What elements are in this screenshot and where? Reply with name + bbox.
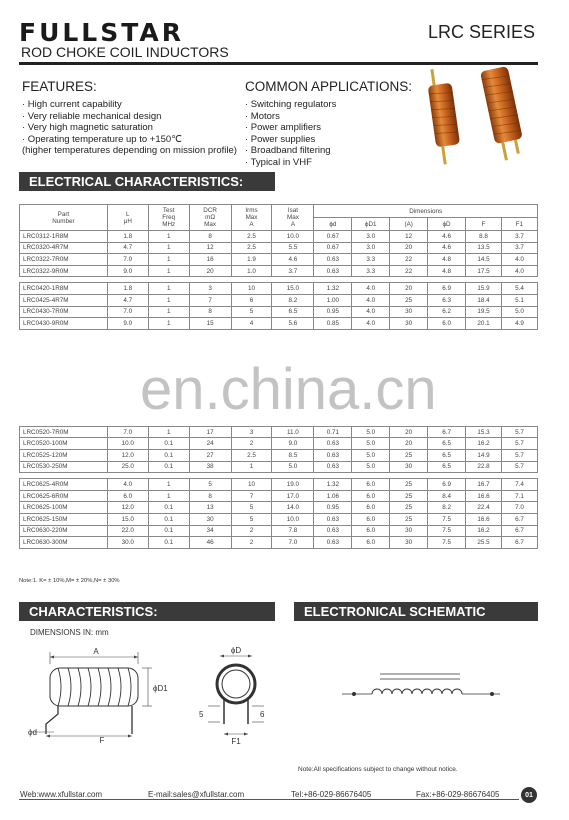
dim-label-f1: F1: [231, 737, 241, 746]
table-cell: 10: [231, 479, 272, 491]
table-cell: 0.63: [314, 449, 352, 461]
feature-item: · Very high magnetic saturation: [22, 122, 153, 134]
table-row: [20, 449, 538, 461]
table-cell: 6.5: [428, 449, 466, 461]
table-cell: 8.4: [428, 490, 466, 502]
table-cell: 30.0: [107, 537, 148, 549]
table-cell: 12: [189, 242, 231, 254]
table-cell: 2.5: [231, 242, 272, 254]
tolerance-note: Note:1. K= ± 10%,M= ± 20%,N= ± 30%: [19, 578, 120, 584]
table-cell: 6.5: [428, 461, 466, 473]
table-cell: 14.9: [466, 449, 502, 461]
table-cell: 4.0: [352, 294, 390, 306]
th-inductance: L μH: [107, 205, 148, 231]
table-cell: 3.3: [352, 265, 390, 277]
table-cell: 1.0: [231, 265, 272, 277]
table-cell: 4.6: [428, 242, 466, 254]
table-cell: 6.0: [107, 490, 148, 502]
table-cell: 30: [390, 461, 428, 473]
table-cell: 15.9: [466, 283, 502, 295]
table-cell: 0.85: [314, 318, 352, 330]
table-cell: 5.6: [272, 318, 314, 330]
th-dimensions: Dimensions: [314, 205, 538, 218]
table-cell: 25: [390, 490, 428, 502]
table-cell: 8: [189, 306, 231, 318]
table-cell: 1: [148, 242, 189, 254]
table-cell: 16.6: [466, 490, 502, 502]
table-cell: 4.0: [352, 306, 390, 318]
table-cell: 12.0: [107, 502, 148, 514]
th-isat: Isat Max A: [272, 205, 314, 231]
table-cell: 6.5: [428, 438, 466, 450]
table-cell: 6.0: [352, 502, 390, 514]
schematic-section-bar: [294, 602, 538, 621]
table-cell: 7.0: [107, 254, 148, 266]
table-row: [20, 490, 538, 502]
footer-rule: [19, 799, 519, 800]
dim-label-five: 5: [199, 710, 204, 719]
table-cell: 19.0: [272, 479, 314, 491]
table-cell: 20.1: [466, 318, 502, 330]
product-photo: [410, 58, 540, 166]
table-cell: 5.0: [352, 461, 390, 473]
part-number-cell: LRC0530-250M: [20, 461, 108, 473]
part-number-cell: LRC0420-1R8M: [20, 283, 108, 295]
table-cell: 16: [189, 254, 231, 266]
footer-web[interactable]: Web:www.xfullstar.com: [20, 790, 103, 799]
table-cell: 3.0: [352, 242, 390, 254]
dim-label-six: 6: [260, 710, 265, 719]
table-cell: 8.8: [466, 231, 502, 243]
table-cell: 5.7: [501, 426, 537, 438]
part-number-cell: LRC0520-100M: [20, 438, 108, 450]
dim-label-f: F: [99, 736, 105, 745]
th-dcr: DCR mΩ Max: [189, 205, 231, 231]
application-item: · Power amplifiers: [245, 122, 322, 134]
table-cell: 10.0: [107, 438, 148, 450]
footer-tel: Tel:+86-029-86676405: [291, 790, 372, 799]
table-cell: 1.8: [107, 231, 148, 243]
table-cell: 2: [231, 525, 272, 537]
part-number-cell: LRC0322-7R0M: [20, 254, 108, 266]
table-cell: 8: [189, 231, 231, 243]
table-cell: 1.8: [107, 283, 148, 295]
side-view-drawing: [28, 642, 178, 748]
table-cell: 12.0: [107, 449, 148, 461]
table-cell: 27: [189, 449, 231, 461]
table-cell: 4.7: [107, 294, 148, 306]
table-cell: 6.0: [352, 490, 390, 502]
brand-logo: FULLSTAR: [19, 18, 184, 47]
table-cell: 0.95: [314, 502, 352, 514]
table-cell: 7: [189, 294, 231, 306]
part-number-cell: LRC0430-9R0M: [20, 318, 108, 330]
table-cell: 1.32: [314, 479, 352, 491]
table-cell: 30: [390, 525, 428, 537]
characteristics-title: CHARACTERISTICS:: [29, 604, 158, 619]
table-row: [20, 461, 538, 473]
table-cell: 6.0: [352, 513, 390, 525]
table-cell: 0.63: [314, 461, 352, 473]
table-cell: 3: [231, 426, 272, 438]
table-row: [20, 231, 538, 243]
table-cell: 6.0: [352, 537, 390, 549]
table-cell: 1: [148, 254, 189, 266]
table-cell: 13.5: [466, 242, 502, 254]
table-cell: 24: [189, 438, 231, 450]
part-number-cell: LRC0625-100M: [20, 502, 108, 514]
th-part: Part Number: [20, 205, 108, 231]
part-number-cell: LRC0425-4R7M: [20, 294, 108, 306]
applications-list: [245, 99, 412, 169]
table-cell: 1: [148, 490, 189, 502]
table-cell: 17.5: [466, 265, 502, 277]
table-cell: 5: [189, 479, 231, 491]
table-cell: 7.5: [428, 537, 466, 549]
table-cell: 0.71: [314, 426, 352, 438]
table-cell: 7.5: [428, 525, 466, 537]
table-cell: 1.00: [314, 294, 352, 306]
table-cell: 25: [390, 294, 428, 306]
schematic-title: ELECTRONICAL SCHEMATIC: [304, 604, 486, 619]
table-cell: 3.7: [501, 231, 537, 243]
table-cell: 8.5: [272, 449, 314, 461]
dim-label-d: ϕd: [28, 728, 37, 737]
table-cell: 25.5: [466, 537, 502, 549]
table-cell: 6.7: [428, 426, 466, 438]
part-number-cell: LRC0322-9R0M: [20, 265, 108, 277]
table-cell: 22: [390, 265, 428, 277]
footer-email[interactable]: E-mail:sales@xfullstar.com: [148, 790, 245, 799]
table-cell: 7.5: [428, 513, 466, 525]
table-cell: 5: [231, 306, 272, 318]
table-cell: 4.0: [501, 254, 537, 266]
table-cell: 3.3: [352, 254, 390, 266]
table-cell: 16.2: [466, 438, 502, 450]
table-cell: 0.63: [314, 525, 352, 537]
part-number-cell: LRC0320-4R7M: [20, 242, 108, 254]
features-section: [22, 79, 237, 157]
table-cell: 5.7: [501, 461, 537, 473]
table-cell: 15.0: [107, 513, 148, 525]
part-number-cell: LRC0625-4R0M: [20, 479, 108, 491]
table-cell: 4.8: [428, 265, 466, 277]
page-number-badge: 01: [521, 787, 537, 803]
table-cell: 22: [390, 254, 428, 266]
table-cell: 1: [148, 426, 189, 438]
table-cell: 5.4: [501, 283, 537, 295]
table-cell: 1: [148, 318, 189, 330]
table-cell: 1.32: [314, 283, 352, 295]
table-cell: 6.7: [501, 537, 537, 549]
table-cell: 14.5: [466, 254, 502, 266]
table-cell: 9.0: [107, 265, 148, 277]
coil-photo-right: [480, 66, 527, 162]
table-cell: 3: [189, 283, 231, 295]
table-cell: 5.1: [501, 294, 537, 306]
dim-label-a: A: [93, 647, 99, 656]
table-cell: 0.95: [314, 306, 352, 318]
th-dim-col: ϕd: [314, 218, 352, 231]
table-cell: 34: [189, 525, 231, 537]
table-cell: 16.7: [466, 479, 502, 491]
table-cell: 1: [148, 306, 189, 318]
feature-item: (higher temperatures depending on mission profile): [22, 145, 237, 157]
table-cell: 4.0: [352, 283, 390, 295]
table-cell: 20: [189, 265, 231, 277]
table-cell: 20: [390, 426, 428, 438]
part-number-cell: LRC0625-6R0M: [20, 490, 108, 502]
table-cell: 0.63: [314, 438, 352, 450]
table-cell: 6.0: [428, 318, 466, 330]
table-cell: 22.8: [466, 461, 502, 473]
table-cell: 38: [189, 461, 231, 473]
table-cell: 6.9: [428, 479, 466, 491]
table-cell: 25: [390, 513, 428, 525]
table-cell: 7: [231, 490, 272, 502]
table-cell: 4.6: [428, 231, 466, 243]
table-cell: 6.0: [352, 525, 390, 537]
table-cell: 1: [148, 231, 189, 243]
table-cell: 20: [390, 283, 428, 295]
table-cell: 19.5: [466, 306, 502, 318]
table-cell: 4.0: [501, 265, 537, 277]
table-cell: 0.1: [148, 525, 189, 537]
table-cell: 10.0: [272, 231, 314, 243]
footer-fax: Fax:+86-029-86676405: [416, 790, 500, 799]
table-cell: 16.2: [466, 525, 502, 537]
th-test-freq: Test Freq MHz: [148, 205, 189, 231]
table-cell: 22.0: [107, 525, 148, 537]
end-view-drawing: [190, 642, 280, 748]
application-item: · Switching regulators: [245, 99, 337, 110]
table-cell: 7.4: [501, 479, 537, 491]
table-cell: 4.0: [107, 479, 148, 491]
table-cell: 5: [231, 513, 272, 525]
table-cell: 0.1: [148, 449, 189, 461]
table-cell: 25: [390, 449, 428, 461]
table-row: [20, 283, 538, 295]
series-title: LRC SERIES: [427, 22, 535, 42]
table-cell: 7.0: [272, 537, 314, 549]
table-cell: 6.9: [428, 283, 466, 295]
table-cell: 0.63: [314, 513, 352, 525]
table-cell: 0.1: [148, 513, 189, 525]
table-cell: 3.7: [501, 242, 537, 254]
table-cell: 11.0: [272, 426, 314, 438]
table-cell: 0.1: [148, 438, 189, 450]
table-cell: 0.67: [314, 231, 352, 243]
table-row: [20, 265, 538, 277]
table-cell: 17.0: [272, 490, 314, 502]
feature-item: · Operating temperature up to +150℃: [22, 133, 182, 145]
table-cell: 4.6: [272, 254, 314, 266]
table-cell: 3.0: [352, 231, 390, 243]
part-number-cell: LRC0520-7R0M: [20, 426, 108, 438]
table-cell: 8.2: [272, 294, 314, 306]
table-cell: 1: [148, 479, 189, 491]
table-cell: 0.1: [148, 537, 189, 549]
table-cell: 6.2: [428, 306, 466, 318]
spec-change-note: Note:All specifications subject to change without notice.: [298, 766, 458, 773]
table-cell: 4.8: [428, 254, 466, 266]
table-row: [20, 254, 538, 266]
table-cell: 25: [390, 502, 428, 514]
dim-label-d1: ϕD1: [153, 684, 168, 693]
table-cell: 15: [189, 318, 231, 330]
table-cell: 0.1: [148, 502, 189, 514]
table-cell: 5.0: [352, 438, 390, 450]
table-cell: 18.4: [466, 294, 502, 306]
dim-label-phid: ϕD: [230, 646, 242, 655]
table-cell: 25: [390, 479, 428, 491]
table-cell: 2: [231, 438, 272, 450]
table-cell: 7.8: [272, 525, 314, 537]
table-cell: 14.0: [272, 502, 314, 514]
feature-item: · Very reliable mechanical design: [22, 110, 162, 122]
table-cell: 6.7: [501, 525, 537, 537]
table-cell: 10: [231, 283, 272, 295]
table-row: [20, 537, 538, 549]
part-number-cell: LRC0312-1R8M: [20, 231, 108, 243]
table-cell: 4: [231, 318, 272, 330]
table-cell: 20: [390, 438, 428, 450]
table-row: [20, 426, 538, 438]
applications-section: [245, 79, 412, 169]
table-cell: 0.1: [148, 461, 189, 473]
part-number-cell: LRC0430-7R0M: [20, 306, 108, 318]
table-cell: 5.5: [272, 242, 314, 254]
product-subtitle: ROD CHOKE COIL INDUCTORS: [21, 44, 229, 60]
table-cell: 30: [390, 306, 428, 318]
table-cell: 17: [189, 426, 231, 438]
table-cell: 6.0: [352, 479, 390, 491]
table-row: [20, 502, 538, 514]
table-cell: 1.9: [231, 254, 272, 266]
table-cell: 6.5: [272, 306, 314, 318]
th-dim-col: (A): [390, 218, 428, 231]
th-dim-col: ϕD1: [352, 218, 390, 231]
inductor-schematic: [340, 668, 510, 712]
table-cell: 46: [189, 537, 231, 549]
table-cell: 1: [148, 283, 189, 295]
part-number-cell: LRC0630-220M: [20, 525, 108, 537]
table-cell: 3.7: [272, 265, 314, 277]
table-cell: 30: [189, 513, 231, 525]
table-cell: 5.7: [501, 438, 537, 450]
table-cell: 15.0: [272, 283, 314, 295]
coil-photo-left: [425, 67, 462, 165]
table-cell: 6: [231, 294, 272, 306]
features-list: [22, 99, 237, 157]
table-cell: 30: [390, 318, 428, 330]
application-item: · Power supplies: [245, 133, 316, 145]
applications-title: COMMON APPLICATIONS:: [245, 79, 413, 94]
table-cell: 0.67: [314, 242, 352, 254]
table-cell: 7.0: [107, 306, 148, 318]
table-cell: 1: [231, 461, 272, 473]
table-cell: 13: [189, 502, 231, 514]
table-cell: 6.3: [428, 294, 466, 306]
watermark-text: en.china.cn: [140, 357, 437, 422]
electrical-section-bar: [19, 172, 275, 191]
part-number-cell: LRC0525-120M: [20, 449, 108, 461]
table-cell: 20: [390, 242, 428, 254]
th-irms: Irms Max A: [231, 205, 272, 231]
table-cell: 15.3: [466, 426, 502, 438]
table-cell: 9.0: [107, 318, 148, 330]
table-cell: 25.0: [107, 461, 148, 473]
table-cell: 8: [189, 490, 231, 502]
table-cell: 5: [231, 502, 272, 514]
table-cell: 0.63: [314, 537, 352, 549]
table-cell: 5.7: [501, 449, 537, 461]
table-cell: 5.0: [272, 461, 314, 473]
table-cell: 4.9: [501, 318, 537, 330]
table-row: [20, 479, 538, 491]
table-row: [20, 242, 538, 254]
table-cell: 7.0: [501, 502, 537, 514]
table-cell: 9.0: [272, 438, 314, 450]
table-cell: 5.0: [501, 306, 537, 318]
table-cell: 4.7: [107, 242, 148, 254]
table-cell: 22.4: [466, 502, 502, 514]
table-cell: 0.63: [314, 254, 352, 266]
table-cell: 2.5: [231, 449, 272, 461]
table-cell: 7.1: [501, 490, 537, 502]
application-item: · Typical in VHF: [245, 156, 312, 168]
part-number-cell: LRC0625-150M: [20, 513, 108, 525]
table-cell: 0.63: [314, 265, 352, 277]
application-item: · Broadband filtering: [245, 145, 331, 157]
characteristics-section-bar: [19, 602, 275, 621]
table-cell: 6.7: [501, 513, 537, 525]
th-dim-col: F: [466, 218, 502, 231]
table-row: [20, 318, 538, 330]
table-cell: 5.0: [352, 449, 390, 461]
table-cell: 5.0: [352, 426, 390, 438]
table-cell: 16.6: [466, 513, 502, 525]
feature-item: · High current capability: [22, 99, 122, 110]
table-row: [20, 306, 538, 318]
table-cell: 7.0: [107, 426, 148, 438]
table-cell: 12: [390, 231, 428, 243]
table-cell: 1.06: [314, 490, 352, 502]
table-row: [20, 513, 538, 525]
application-item: · Motors: [245, 110, 280, 122]
part-number-cell: LRC0630-300M: [20, 537, 108, 549]
table-row: [20, 438, 538, 450]
table-row: [20, 294, 538, 306]
table-cell: 2: [231, 537, 272, 549]
dimensions-unit-label: DIMENSIONS IN: mm: [30, 628, 109, 637]
table-cell: 4.0: [352, 318, 390, 330]
table-cell: 8.2: [428, 502, 466, 514]
table-row: [20, 525, 538, 537]
features-title: FEATURES:: [22, 79, 97, 94]
table-cell: 10.0: [272, 513, 314, 525]
table-cell: 1: [148, 294, 189, 306]
electrical-title: ELECTRICAL CHARACTERISTICS:: [29, 174, 244, 189]
table-cell: 30: [390, 537, 428, 549]
th-dim-col: F1: [501, 218, 537, 231]
table-cell: 1: [148, 265, 189, 277]
th-dim-col: ϕD: [428, 218, 466, 231]
table-cell: 2.5: [231, 231, 272, 243]
